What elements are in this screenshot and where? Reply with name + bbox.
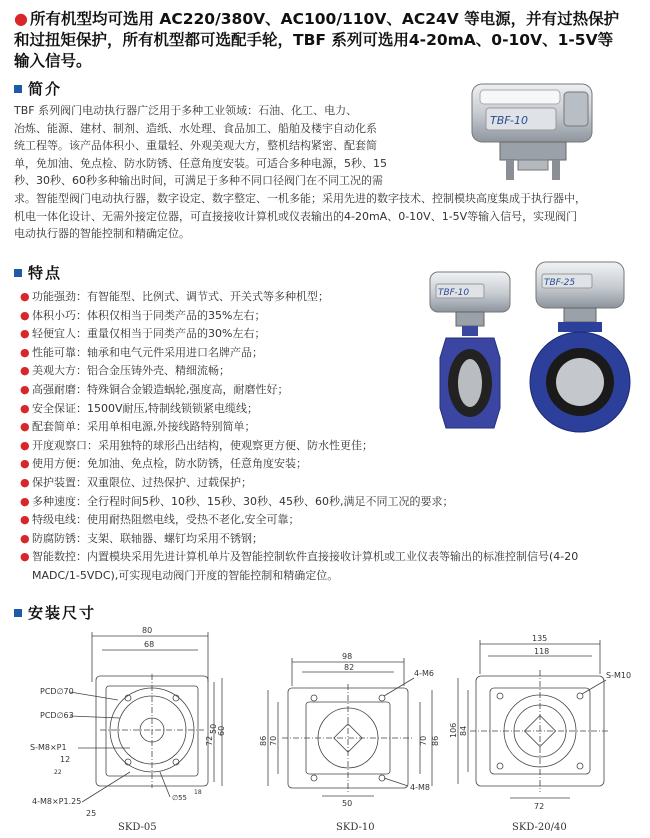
list-item: ● 保护装置：双重限位、过热保护、过载保护； — [20, 474, 640, 493]
drawing-skd-05 — [20, 622, 230, 822]
intro-line: TBF 系列阀门电动执行器广泛用于多种工业领域：石油、化工、电力、 — [14, 104, 358, 117]
red-bullet-icon: ● — [20, 290, 30, 303]
svg-text:118: 118 — [534, 647, 550, 656]
caption-skd-20-40: SKD-20/40 — [512, 822, 567, 833]
list-item: ● 高强耐磨：特殊铜合金锻造蜗轮,强度高，耐磨性好； — [20, 381, 640, 400]
svg-text:S-M10: S-M10 — [606, 671, 632, 680]
section-square-icon — [14, 609, 22, 617]
svg-text:72: 72 — [534, 802, 545, 811]
caption-skd-10: SKD-10 — [336, 822, 375, 833]
intro-text-narrow — [14, 102, 434, 190]
intro-line: 电动执行器的智能控制和精确定位。 — [14, 227, 190, 241]
intro-line: 单，免加油、免点检、防水防锈、任意角度安装。可适合多种电源，5秒、15 — [14, 156, 387, 170]
intro-line: 秒、30秒、60秒多种输出时间，可满足于多种不同口径阀门在不同工况的需 — [14, 174, 383, 188]
intro-text-wide — [14, 190, 639, 243]
red-bullet-icon: ● — [20, 438, 30, 452]
svg-text:4-M8: 4-M8 — [410, 783, 430, 792]
svg-text:80: 80 — [142, 626, 153, 635]
install-section-title: 安装尺寸 — [14, 602, 96, 623]
valve-small-image — [430, 272, 510, 428]
list-item: ● 美观大方：铝合金压铸外壳、精细流畅； — [20, 362, 640, 381]
svg-text:18: 18 — [194, 789, 202, 796]
red-bullet-icon: ● — [20, 401, 30, 415]
list-item: ● 体积小巧：体积仅相当于同类产品的35%左右； — [20, 307, 640, 326]
svg-text:50: 50 — [209, 723, 218, 734]
svg-text:106: 106 — [449, 722, 458, 738]
red-bullet-icon: ● — [20, 494, 30, 508]
list-item: ● 开度观察口：采用独特的球形凸出结构，使观察更方便、防水性更佳； — [20, 437, 640, 456]
red-bullet-icon: ● — [20, 475, 30, 489]
intro-line: 机电一体化设计、无需外接定位器，可直接接收计算机或仪表输出的4-20mA、0-10V、1-5V等输入信号，实现阀门 — [14, 209, 578, 223]
headline-line-1: 所有机型均可选用 AC220/380V、AC100/110V、AC24V 等电源，并有过热保护 — [29, 10, 620, 28]
intro-line: 统工程等。该产品体积小、重量轻、外观美观大方，整机结构紧密、配套简 — [14, 139, 377, 153]
red-bullet-icon: ● — [20, 382, 30, 396]
svg-text:∅55: ∅55 — [172, 794, 188, 802]
svg-text:70: 70 — [269, 735, 278, 746]
list-item: ● 特级电线：使用耐热阻燃电线，受热不老化,安全可靠； — [20, 511, 640, 530]
list-item: ● 安全保证：1500V耐压,特制线锁锁紧电缆线； — [20, 400, 640, 419]
headline-line-3: 输入信号。 — [14, 52, 92, 70]
red-bullet-icon: ● — [20, 345, 30, 359]
list-item: ● 轻便宜人：重量仅相当于同类产品的30%左右； — [20, 325, 640, 344]
list-item: ● 配套简单：采用单相电源,外接线路特别简单； — [20, 418, 640, 437]
svg-text:72: 72 — [205, 735, 214, 746]
svg-text:98: 98 — [342, 652, 353, 661]
valve-large-image — [530, 262, 630, 432]
red-bullet-icon: ● — [20, 513, 30, 527]
red-bullet-icon: ● — [20, 550, 30, 564]
svg-text:50: 50 — [342, 799, 353, 808]
intro-line: 冶炼、能源、建材、制剂、造纸、水处理、食品加工、船舶及楼宇自动化系 — [14, 121, 377, 135]
svg-text:12: 12 — [60, 755, 71, 764]
svg-text:135: 135 — [532, 634, 548, 643]
section-square-icon — [14, 85, 22, 93]
svg-text:4-M6: 4-M6 — [414, 669, 434, 678]
list-item: ● 多种速度：全行程时间5秒、10秒、15秒、30秒、45秒、60秒,满足不同工况的要求； — [20, 493, 640, 512]
list-item: ● 防腐防锈：支架、联轴器、螺钉均采用不锈钢； — [20, 530, 640, 549]
svg-text:82: 82 — [344, 663, 355, 672]
svg-text:PCD∅63: PCD∅63 — [40, 711, 74, 720]
svg-text:60: 60 — [217, 725, 226, 736]
features-section-title: 特点 — [14, 262, 62, 283]
valve-images — [424, 258, 638, 436]
list-item: ● 性能可靠：轴承和电气元件采用进口名牌产品； — [20, 344, 640, 363]
red-bullet-icon: ● — [20, 457, 30, 471]
red-bullet-icon: ● — [20, 327, 30, 341]
svg-text:S-M8×P1: S-M8×P1 — [30, 743, 67, 752]
drawing-skd-10 — [258, 650, 444, 810]
svg-text:4-M8×P1.25: 4-M8×P1.25 — [32, 797, 82, 806]
drawing-skd-20-40 — [450, 634, 640, 814]
intro-line: 求。智能型阀门电动执行器，数字设定、数字整定、一机多能；采用先进的数字技术、控制模块高度集成于执行器中， — [14, 192, 586, 205]
svg-text:TBF-10: TBF-10 — [438, 288, 470, 298]
red-bullet-icon: ● — [20, 531, 30, 545]
svg-text:84: 84 — [459, 725, 468, 736]
svg-text:86: 86 — [431, 735, 440, 746]
section-square-icon — [14, 269, 22, 277]
svg-text:PCD∅70: PCD∅70 — [40, 687, 74, 696]
svg-text:25: 25 — [86, 809, 97, 818]
red-bullet-icon: ● — [20, 308, 30, 322]
list-item: ● 使用方便：免加油、免点检，防水防锈，任意角度安装； — [20, 455, 640, 474]
svg-text:70: 70 — [419, 735, 428, 746]
svg-text:22: 22 — [54, 769, 62, 776]
red-bullet-icon: ● — [14, 9, 28, 28]
svg-text:TBF-10: TBF-10 — [490, 114, 528, 127]
headline — [14, 8, 639, 72]
red-bullet-icon: ● — [20, 420, 30, 434]
red-bullet-icon: ● — [20, 364, 30, 378]
svg-text:68: 68 — [144, 640, 155, 649]
list-item-continued: MADC/1-5VDC),可实现电动阀门开度的智能控制和精确定位。 — [32, 568, 339, 582]
list-item: ● 功能强劲：有智能型、比例式、调节式、开关式等多种机型； — [20, 288, 640, 307]
caption-skd-05: SKD-05 — [118, 822, 157, 833]
intro-section-title: 简介 — [14, 78, 62, 99]
svg-text:86: 86 — [259, 735, 268, 746]
actuator-image — [460, 78, 620, 186]
list-item: ● 智能数控：内置模块采用先进计算机单片及智能控制软件直接接收计算机或工业仪表等输出的标准控制信号(4-20 — [20, 548, 640, 567]
headline-line-2: 和过扭矩保护，所有机型都可选配手轮，TBF 系列可选用4-20mA、0-10V、1-5V等 — [14, 31, 614, 49]
svg-text:TBF-25: TBF-25 — [544, 278, 576, 288]
